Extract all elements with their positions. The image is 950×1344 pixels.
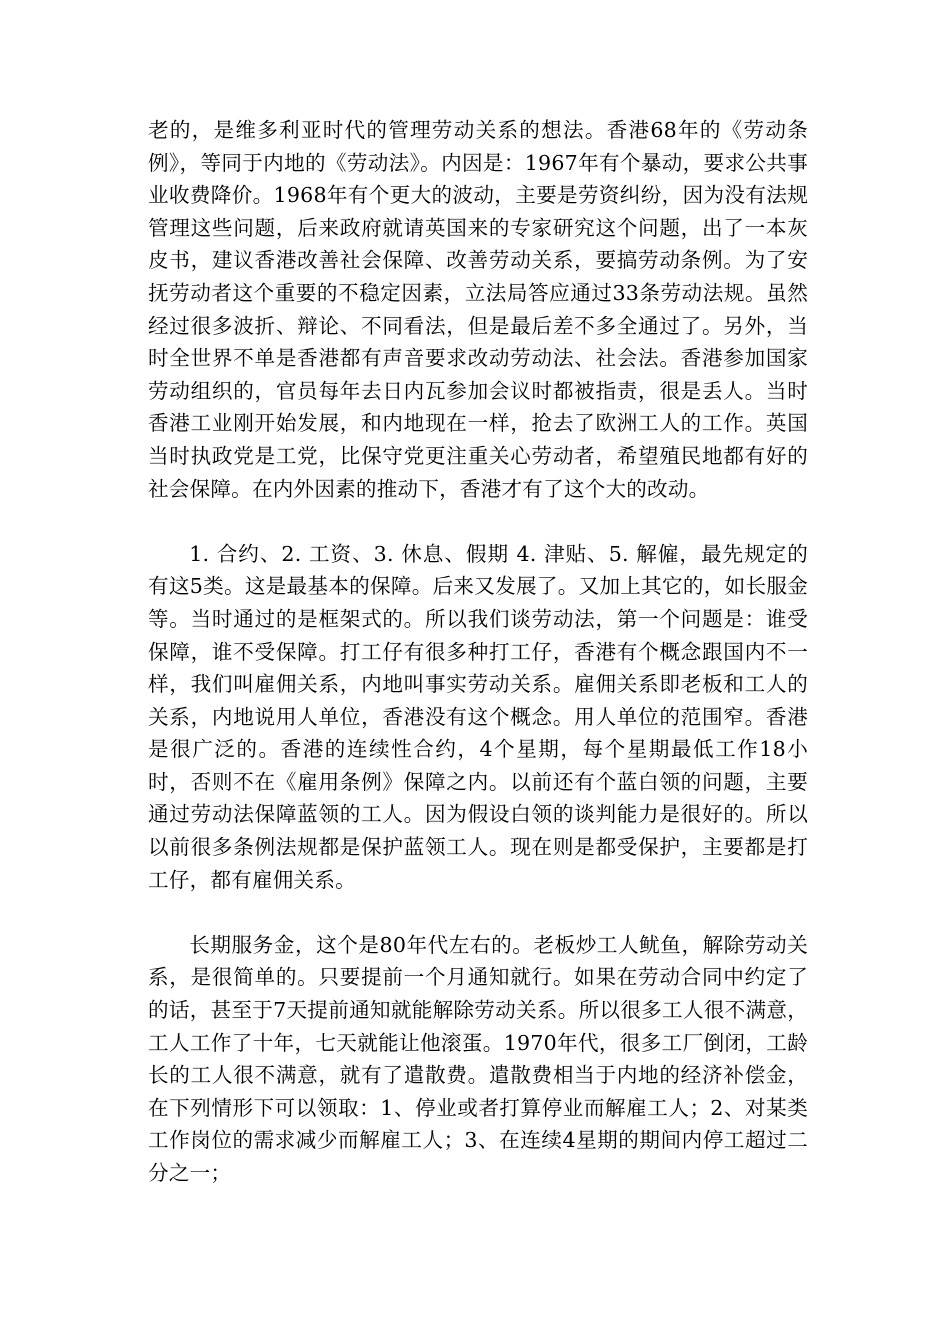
- paragraph-gap: [148, 896, 808, 929]
- paragraph-3: 长期服务金，这个是80年代左右的。老板炒工人鱿鱼，解除劳动关系，是很简单的。只要提前一个月通知就行。如果在劳动合同中约定了的话，甚至于7天提前通知就能解除劳动关系。所以很多工人很不满意，工人工作了十年，七天就能让他滚蛋。1970年代，很多工厂倒闭，工龄长的工人很不满意，就有了遣散费。遣散费相当于内地的经济补偿金，在下列情形下可以领取：1、停业或者打算停业而解雇工人；2、对某类工作岗位的需求减少而解雇工人；3、在连续4星期的期间内停工超过二分之一；: [148, 932, 808, 1185]
- paragraph-gap: [148, 505, 808, 538]
- document-page: [148, 114, 808, 1190]
- paragraph-1: 老的，是维多利亚时代的管理劳动关系的想法。香港68年的《劳动条例》，等同于内地的《劳动法》。内因是：1967年有个暴动，要求公共事业收费降价。1968年有个更大的波动，主要是劳资纠纷，因为没有法规管理这些问题，后来政府就请英国来的专家研究这个问题，出了一本灰皮书，建议香港改善社会保障、改善劳动关系，要搞劳动条例。为了安抚劳动者这个重要的不稳定因素，立法局答应通过33条劳动法规。虽然经过很多波折、辩论、不同看法，但是最后差不多全通过了。另外，当时全世界不单是香港都有声音要求改动劳动法、社会法。香港参加国家劳动组织的，官员每年去日内瓦参加会议时都被指责，很是丢人。当时香港工业刚开始发展，和内地现在一样，抢去了欧洲工人的工作。英国当时执政党是工党，比保守党更注重关心劳动者，希望殖民地都有好的社会保障。在内外因素的推动下，香港才有了这个大的改动。: [148, 118, 808, 501]
- paragraph-2: 1. 合约、2. 工资、3. 休息、假期 4. 津贴、5. 解僱，最先规定的有这5类。这是最基本的保障。后来又发展了。又加上其它的，如长服金等。当时通过的是框架式的。所以我们谈劳动法，第一个问题是：谁受保障，谁不受保障。打工仔有很多种打工仔，香港有个概念跟国内不一样，我们叫雇佣关系，内地叫事实劳动关系。雇佣关系即老板和工人的关系，内地说用人单位，香港没有这个概念。用人单位的范围窄。香港是很广泛的。香港的连续性合约，4个星期，每个星期最低工作18小时，否则不在《雇用条例》保障之内。以前还有个蓝白领的问题，主要通过劳动法保障蓝领的工人。因为假设白领的谈判能力是很好的。所以以前很多条例法规都是保护蓝领工人。现在则是都受保护，主要都是打工仔，都有雇佣关系。: [148, 541, 808, 892]
